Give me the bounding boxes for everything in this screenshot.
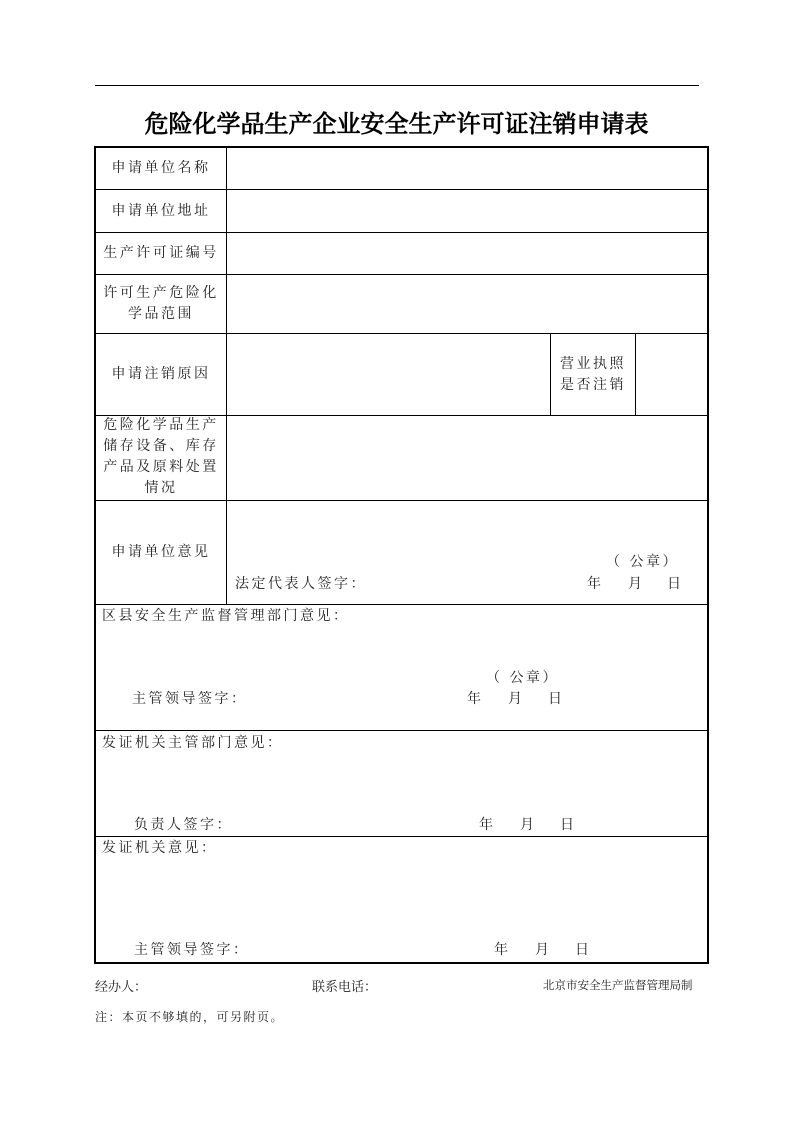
legal-rep-signature-label: 法定代表人签字：	[235, 576, 367, 592]
date-month: 月	[508, 691, 525, 707]
top-rule	[95, 85, 699, 86]
label-applicant-opinion: 申请单位意见	[111, 544, 211, 560]
label-equipment-disposal: 危险化学品生产 储存设备、库存 产品及原料处置 情况	[103, 417, 219, 496]
district-opinion-field[interactable]	[96, 626, 707, 730]
date-month: 月	[628, 576, 645, 592]
date-year: 年	[467, 691, 484, 707]
applicant-address-field[interactable]	[227, 190, 707, 232]
seal-note: （ 公章）	[606, 554, 679, 570]
page-title: 危险化学品生产企业安全生产许可证注销申请表	[144, 110, 649, 138]
district-opinion-heading: 区县安全生产监督管理部门意见：	[102, 608, 350, 624]
responsible-signature-label: 负责人签字：	[134, 817, 233, 833]
label-business-license-cancelled: 营业执照 是否注销	[560, 356, 626, 393]
date-month: 月	[520, 817, 537, 833]
licensed-scope-field[interactable]	[227, 275, 707, 333]
date-year: 年	[587, 576, 604, 592]
label-licensed-scope: 许可生产危险化 学品范围	[103, 285, 219, 322]
applicant-name-field[interactable]	[227, 148, 707, 189]
label-cancellation-reason: 申请注销原因	[111, 366, 211, 382]
leader-signature-label: 主管领导签字：	[134, 942, 250, 958]
row-divider	[96, 836, 707, 837]
footnote: 注：本页不够填的，可另附页。	[95, 1010, 285, 1024]
business-license-cancelled-field[interactable]	[636, 334, 707, 415]
label-applicant-address: 申请单位地址	[111, 203, 211, 219]
handler-label: 经办人：	[95, 980, 148, 995]
row-divider	[96, 604, 707, 605]
row-divider	[96, 730, 707, 731]
district-signature-label: 主管领导签字：	[132, 691, 248, 707]
label-applicant-name: 申请单位名称	[111, 160, 211, 176]
phone-label: 联系电话：	[312, 980, 378, 995]
date-year: 年	[479, 817, 496, 833]
issuing-dept-opinion-heading: 发证机关主管部门意见：	[102, 735, 284, 751]
application-form-table	[94, 146, 709, 964]
cancellation-reason-field[interactable]	[227, 334, 550, 415]
date-day: 日	[575, 942, 592, 958]
date-day: 日	[548, 691, 565, 707]
label-license-number: 生产许可证编号	[103, 245, 219, 261]
equipment-disposal-field[interactable]	[227, 416, 707, 500]
date-month: 月	[535, 942, 552, 958]
issuer-note: 北京市安全生产监督管理局制	[543, 978, 693, 992]
date-day: 日	[667, 576, 684, 592]
date-year: 年	[494, 942, 511, 958]
license-number-field[interactable]	[227, 233, 707, 274]
date-day: 日	[560, 817, 577, 833]
seal-note: （ 公章）	[486, 670, 559, 686]
issuing-authority-opinion-heading: 发证机关意见：	[102, 840, 218, 856]
